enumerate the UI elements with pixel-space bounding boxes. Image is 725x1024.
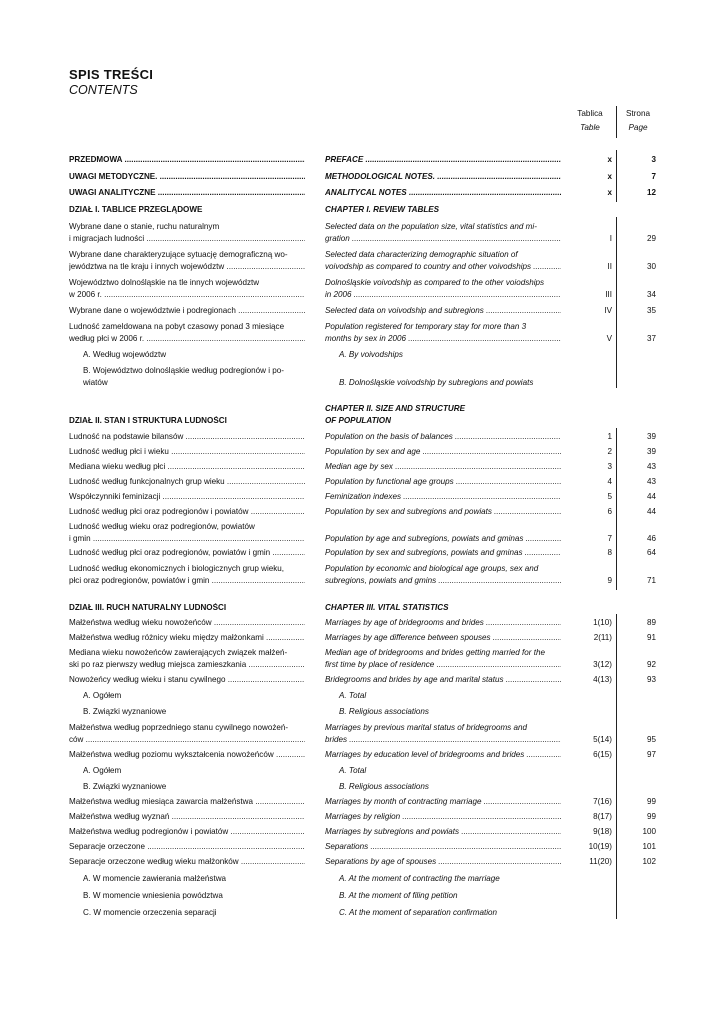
- toc-page-number: 95: [646, 734, 656, 744]
- toc-entry-line: DZIAŁ III. RUCH NATURALNY LUDNOŚCI: [69, 603, 227, 612]
- toc-table-number: x: [607, 188, 612, 197]
- toc-page-number: 92: [646, 659, 656, 669]
- toc-entry-line: C. At the moment of separation confirmation: [339, 908, 498, 917]
- toc-entry-line: Population registered for temporary stay for more than 3: [325, 322, 527, 331]
- toc-entry-line: Population by sex and subregions and powiats .....: [325, 507, 561, 516]
- toc-entry-line: Nowożeńcy według wieku i stanu cywilnego .....: [69, 675, 305, 684]
- toc-entry-line: A. Total: [339, 766, 367, 775]
- toc-table-number: 8(17): [593, 812, 612, 821]
- page-header-en: Page: [628, 123, 648, 132]
- toc-table-number: 2: [607, 447, 612, 456]
- toc-entry-line: Marriages by previous marital status of bridegrooms and: [325, 723, 527, 732]
- toc-entry-line: Ludność według funkcjonalnych grup wieku .....: [69, 477, 305, 486]
- toc-entry-line: Ludność zameldowana na pobyt czasowy ponad 3 miesiące: [69, 322, 285, 331]
- toc-table-number: 11(20): [589, 857, 612, 866]
- toc-entry-line: brides .....: [325, 735, 561, 744]
- column-divider: [616, 614, 617, 919]
- toc-entry-line: Małżeństwa według wieku nowożeńców .....: [69, 618, 305, 627]
- toc-page-number: 64: [646, 548, 656, 557]
- toc-page-number: 39: [646, 447, 656, 456]
- toc-page-number: 100: [642, 827, 656, 836]
- toc-entry-line: Małżeństwa według podregionów i powiatów .....: [69, 827, 305, 836]
- toc-entry-line: A. Ogółem: [83, 766, 122, 775]
- toc-entry-line: Separacje orzeczone według wieku małżonków .....: [69, 857, 305, 866]
- table-header-en: Table: [580, 123, 600, 132]
- toc-entry-line: Separations by age of spouses .....: [325, 857, 561, 866]
- toc-entry-line: first time by place of residence .....: [325, 660, 561, 669]
- toc-page-number: 101: [642, 842, 656, 851]
- toc-table-number: 1(10): [593, 618, 612, 627]
- toc-entry-line: Marriages by education level of bridegrooms and brides .....: [325, 750, 561, 759]
- toc-entry-line: Marriages by religion .....: [325, 812, 561, 821]
- toc-page-number: 3: [651, 155, 656, 164]
- column-divider: [616, 428, 617, 590]
- toc-table-number: 9: [607, 575, 612, 585]
- toc-page-number: 102: [642, 857, 656, 866]
- toc-entry-line: jewództwa na tle kraju i innych województw .....: [69, 262, 305, 271]
- toc-entry-line: METHODOLOGICAL NOTES. .....: [325, 172, 561, 181]
- page-subtitle: CONTENTS: [69, 83, 138, 97]
- toc-entry-line: Population by age and subregions, powiats and gminas .....: [325, 534, 561, 543]
- toc-entry-line: A. W momencie zawierania małżeństwa: [83, 874, 227, 883]
- toc-entry-line: B. Religious associations: [339, 782, 429, 791]
- toc-page-number: 7: [651, 172, 656, 181]
- toc-entry-line: Marriages by subregions and powiats .....: [325, 827, 561, 836]
- toc-entry-line: Małżeństwa według wyznań .....: [69, 812, 305, 821]
- toc-entry-line: B. W momencie wniesienia powództwa: [83, 891, 223, 900]
- toc-page-number: 93: [646, 675, 656, 684]
- toc-entry-line: ANALITYCAL NOTES .....: [325, 188, 561, 197]
- toc-entry-line: A. By voivodships: [339, 350, 403, 359]
- toc-entry-line: Median age of bridegrooms and brides getting married for the: [325, 648, 546, 657]
- column-divider: [616, 150, 617, 202]
- toc-entry-line: ców .....: [69, 735, 305, 744]
- toc-table-number: II: [607, 261, 612, 271]
- toc-entry-line: gration .....: [325, 234, 561, 243]
- toc-entry-line: Population on the basis of balances .....: [325, 432, 561, 441]
- toc-entry-line: Population by functional age groups .....: [325, 477, 561, 486]
- toc-entry-line: Marriages by month of contracting marriage .....: [325, 797, 561, 806]
- toc-entry-line: płci oraz podregionów, powiatów i gmin .....: [69, 576, 305, 585]
- toc-entry-line: Median age by sex .....: [325, 462, 561, 471]
- page-title: SPIS TREŚCI: [69, 67, 154, 82]
- toc-entry-line: PRZEDMOWA .....: [69, 155, 305, 164]
- toc-entry-line: in 2006 .....: [325, 290, 561, 299]
- toc-entry-line: Population by sex and subregions, powiats and gminas .....: [325, 548, 561, 557]
- toc-entry-line: B. Dolnośląskie voivodship by subregions and powiats: [339, 377, 534, 387]
- toc-entry-line: CHAPTER III. VITAL STATISTICS: [325, 603, 449, 612]
- toc-entry-line: Feminization indexes .....: [325, 492, 561, 501]
- toc-entry-line: A. At the moment of contracting the marriage: [339, 874, 500, 883]
- page-header-pl: Strona: [625, 109, 651, 118]
- toc-entry-line: A. Total: [339, 691, 367, 700]
- toc-table-number: III: [605, 289, 612, 299]
- toc-entry-line: Wybrane dane o stanie, ruchu naturalnym: [69, 222, 220, 231]
- toc-table-number: 4: [607, 477, 612, 486]
- toc-page-number: 39: [646, 432, 656, 441]
- toc-entry-line: A. Ogółem: [83, 691, 122, 700]
- toc-page-number: 30: [646, 261, 656, 271]
- toc-page-number: 35: [646, 306, 656, 315]
- toc-table-number: x: [607, 172, 612, 181]
- toc-entry-line: UWAGI ANALITYCZNE .....: [69, 188, 305, 197]
- toc-entry-line: wiatów: [83, 377, 108, 387]
- toc-entry-line: A. Według województw: [83, 350, 167, 359]
- toc-table-number: 9(18): [593, 827, 612, 836]
- toc-page-number: 99: [646, 812, 656, 821]
- toc-page-number: 99: [646, 797, 656, 806]
- toc-entry-line: Ludność według wieku oraz podregionów, powiatów: [69, 522, 255, 531]
- toc-entry-line: OF POPULATION: [325, 415, 391, 425]
- page-column-header: [618, 107, 658, 135]
- toc-entry-line: Ludność na podstawie bilansów .....: [69, 432, 305, 441]
- toc-page-number: 43: [646, 477, 656, 486]
- toc-table-number: x: [607, 155, 612, 164]
- toc-table-number: 6(15): [593, 750, 612, 759]
- toc-table-number: 6: [607, 507, 612, 516]
- toc-entry-line: Małżeństwa według różnicy wieku między małżonkami .....: [69, 633, 305, 642]
- toc-entry-line: i gmin .....: [69, 534, 305, 543]
- toc-page-number: 44: [646, 507, 656, 516]
- toc-entry-line: Województwo dolnośląskie na tle innych województw: [69, 278, 260, 287]
- toc-table-number: 3: [607, 462, 612, 471]
- toc-page-number: 89: [646, 618, 656, 627]
- toc-entry-line: Marriages by age difference between spouses .....: [325, 633, 561, 642]
- toc-entry-line: Mediana wieku według płci .....: [69, 462, 305, 471]
- column-divider: [616, 106, 617, 138]
- toc-entry-line: w 2006 r. .....: [69, 290, 305, 299]
- toc-page-number: 71: [646, 575, 656, 585]
- column-divider: [616, 217, 617, 388]
- toc-entry-line: Separacje orzeczone .....: [69, 842, 305, 851]
- toc-page-number: 29: [646, 233, 656, 243]
- toc-page-number: 46: [646, 533, 656, 543]
- toc-entry-line: Ludność według płci i wieku .....: [69, 447, 305, 456]
- toc-table-number: 7(16): [593, 797, 612, 806]
- toc-entry-line: subregions, powiats and gmins .....: [325, 576, 561, 585]
- table-column-header: [568, 107, 612, 135]
- toc-entry-line: Dolnośląskie voivodship as compared to the other voiodships: [325, 278, 545, 287]
- toc-entry-line: CHAPTER II. SIZE AND STRUCTURE: [325, 404, 465, 413]
- toc-page-number: 12: [646, 188, 656, 197]
- toc-entry-line: B. Związki wyznaniowe: [83, 707, 167, 716]
- toc-entry-line: Mediana wieku nowożeńców zawierających związek małżeń-: [69, 648, 288, 657]
- toc-entry-line: ski po raz pierwszy według miejsca zamieszkania .....: [69, 660, 305, 669]
- toc-entry-line: Bridegrooms and brides by age and marital status .....: [325, 675, 561, 684]
- toc-table-number: 10(19): [588, 842, 612, 851]
- toc-page-number: 37: [646, 333, 656, 343]
- toc-page-number: 44: [646, 492, 656, 501]
- toc-entry-line: DZIAŁ II. STAN I STRUKTURA LUDNOŚCI: [69, 415, 227, 425]
- toc-entry-line: Marriages by age of bridegrooms and brides .....: [325, 618, 561, 627]
- toc-table-number: 5: [607, 492, 612, 501]
- toc-entry-line: CHAPTER I. REVIEW TABLES: [325, 205, 440, 214]
- toc-page-number: 91: [646, 633, 656, 642]
- toc-entry-line: i migracjach ludności .....: [69, 234, 305, 243]
- toc-entry-line: Wybrane dane charakteryzujące sytuację demograficzną wo-: [69, 250, 288, 259]
- toc-entry-line: Ludność według płci oraz podregionów, powiatów i gmin .....: [69, 548, 305, 557]
- toc-table-number: V: [606, 333, 612, 343]
- toc-table-number: 1: [607, 432, 612, 441]
- toc-entry-line: PREFACE .....: [325, 155, 561, 164]
- toc-entry-line: Selected data characterizing demographic situation of: [325, 250, 518, 259]
- toc-entry-line: Ludność według ekonomicznych i biologicznych grup wieku,: [69, 564, 285, 573]
- toc-entry-line: B. Religious associations: [339, 707, 429, 716]
- toc-page-number: 97: [646, 750, 656, 759]
- toc-entry-line: Współczynniki feminizacji .....: [69, 492, 305, 501]
- toc-entry-line: months by sex in 2006 .....: [325, 334, 561, 343]
- toc-entry-line: Ludność według płci oraz podregionów i powiatów .....: [69, 507, 305, 516]
- toc-entry-line: C. W momencie orzeczenia separacji: [83, 908, 217, 917]
- toc-entry-line: voivodship as compared to country and other voivodships .....: [325, 262, 561, 271]
- toc-table-number: 5(14): [593, 734, 612, 744]
- toc-entry-line: B. Województwo dolnośląskie według podregionów i po-: [83, 366, 284, 375]
- toc-table-number: 7: [607, 533, 612, 543]
- toc-entry-line: Małżeństwa według poprzedniego stanu cywilnego nowożeń-: [69, 723, 289, 732]
- toc-table-number: 4(13): [593, 675, 612, 684]
- toc-table-number: 8: [607, 548, 612, 557]
- toc-entry-line: B. Związki wyznaniowe: [83, 782, 167, 791]
- toc-entry-line: Małżeństwa według miesiąca zawarcia małżeństwa .....: [69, 797, 305, 806]
- toc-entry-line: B. At the moment of filing petition: [339, 891, 458, 900]
- toc-page-number: 34: [646, 289, 656, 299]
- toc-table-number: 3(12): [593, 659, 612, 669]
- toc-table-number: IV: [604, 306, 612, 315]
- toc-entry-line: Małżeństwa według poziomu wykształcenia nowożeńców .....: [69, 750, 305, 759]
- toc-entry-line: Selected data on voivodship and subregions .....: [325, 306, 561, 315]
- toc-entry-line: Wybrane dane o województwie i podregionach .....: [69, 306, 305, 315]
- toc-page-number: 43: [646, 462, 656, 471]
- table-header-pl: Tablica: [577, 109, 603, 118]
- toc-table-number: 2(11): [593, 633, 612, 642]
- toc-entry-line: Population by economic and biological age groups, sex and: [325, 564, 539, 573]
- toc-table-number: I: [609, 233, 612, 243]
- toc-entry-line: DZIAŁ I. TABLICE PRZEGLĄDOWE: [69, 205, 203, 214]
- toc-entry-line: Selected data on the population size, vital statistics and mi-: [325, 222, 537, 231]
- toc-entry-line: UWAGI METODYCZNE. .....: [69, 172, 305, 181]
- toc-entry-line: Population by sex and age .....: [325, 447, 561, 456]
- toc-entry-line: Separations .....: [325, 842, 561, 851]
- toc-entry-line: według płci w 2006 r. .....: [69, 334, 305, 343]
